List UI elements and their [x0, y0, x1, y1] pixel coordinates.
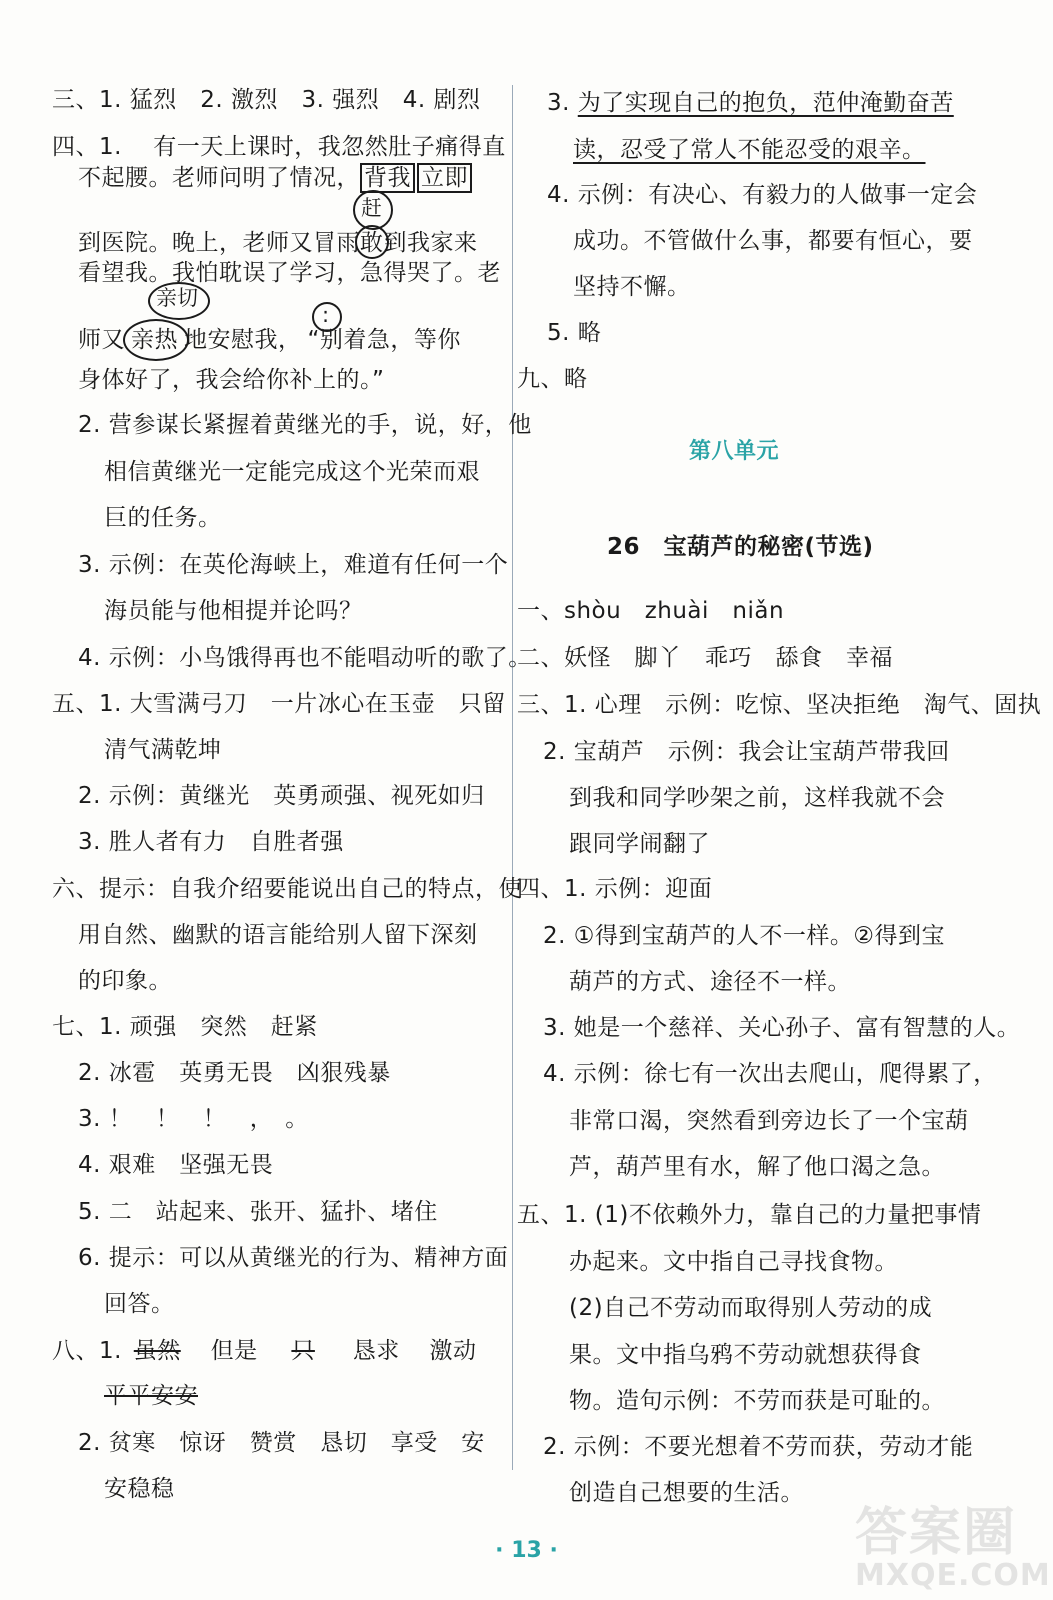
answer-section-9: 九、略	[517, 366, 588, 392]
circle-outline	[355, 225, 389, 259]
page-number: · 13 ·	[495, 1538, 558, 1563]
column-divider	[512, 85, 513, 1470]
answer-section-8-4-line2: 成功。不管做什么事，都要有恒心，要	[573, 228, 973, 254]
answer-section-8-4-line1: 4. 示例：有决心、有毅力的人做事一定会	[547, 182, 978, 208]
answer-section-8-2-line2: 安稳稳	[104, 1476, 175, 1502]
answer-section-7-5: 5. 二 站起来、张开、猛扑、堵住	[78, 1199, 438, 1225]
answer-r-section-5-2-line1: 2. 示例：不要光想着不劳而获，劳动才能	[543, 1434, 974, 1460]
answer-section-7-6-line1: 6. 提示：可以从黄继光的行为、精神方面	[78, 1245, 509, 1271]
answer-section-4-2-line3: 巨的任务。	[104, 505, 222, 531]
section-label: 八、1.	[52, 1338, 122, 1364]
answer-section-8-1-line2: 平平安安	[104, 1383, 198, 1409]
answer-section-4-2-line1: 2. 营参谋长紧握着黄继光的手，说，好，他	[78, 412, 532, 438]
answer-section-8-1-line1	[52, 1336, 477, 1366]
answer-r-section-4-4-line3: 芦，葫芦里有水，解了他口渴之急。	[569, 1154, 945, 1180]
answer-section-8-5: 5. 略	[547, 320, 602, 346]
circle-outline	[123, 319, 189, 361]
struck-word: 只	[291, 1338, 315, 1364]
watermark-logo	[855, 1503, 1051, 1595]
answer-section-6-line2: 用自然、幽默的语言能给别人留下深刻	[78, 922, 478, 948]
answer-r-section-2: 二、妖怪 脚丫 乖巧 舔食 幸福	[517, 645, 893, 671]
answer-r-section-5-1-line1: 五、1. (1)不依赖外力，靠自己的力量把事情	[517, 1202, 982, 1228]
underlined-sentence: 为了实现自己的抱负，范仲淹勤奋苦	[577, 90, 954, 116]
answer-section-5-2: 2. 示例：黄继光 英勇顽强、视死如归	[78, 783, 485, 809]
lesson-title: 26 宝葫芦的秘密(节选)	[607, 534, 874, 560]
answer-r-section-4-3: 3. 她是一个慈祥、关心孙子、富有智慧的人。	[543, 1015, 1021, 1041]
answer-section-5-1-line2: 清气满乾坤	[104, 737, 222, 763]
word: 但是	[210, 1338, 258, 1364]
answer-r-section-1: 一、shòu zhuài niǎn	[517, 598, 785, 624]
answer-r-section-3-1: 三、1. 心理 示例：吃惊、坚决拒绝 淘气、固执	[517, 692, 1042, 718]
answer-r-section-4-4-line1: 4. 示例：徐七有一次出去爬山，爬得累了，	[543, 1061, 997, 1087]
item-number: 3.	[547, 90, 578, 116]
answer-section-4-4: 4. 示例：小鸟饿得再也不能唱动听的歌了。	[78, 645, 532, 671]
answer-r-section-5-1-line4: 果。文中指乌鸦不劳动就想获得食	[569, 1342, 922, 1368]
answer-section-4-1-line1: 四、1. 有一天上课时，我忽然肚子痛得直	[52, 134, 506, 160]
answer-section-7-6-line2: 回答。	[104, 1291, 175, 1317]
circled-word-qinre: 亲热	[125, 325, 184, 355]
word: 恳求	[352, 1338, 400, 1364]
correction-mark-gan: 赶	[361, 196, 382, 220]
correction-mark-colon: :	[322, 303, 330, 327]
answer-section-4-3-line1: 3. 示例：在英伦海峡上，难道有任何一个	[78, 552, 509, 578]
struck-word: 虽然	[133, 1338, 181, 1364]
answer-r-section-5-1-line5: 物。造句示例：不劳而获是可耻的。	[569, 1388, 945, 1414]
boxed-word-beiwo: 背我	[360, 163, 415, 193]
answer-r-section-4-2-line2: 葫芦的方式、途径不一样。	[569, 969, 851, 995]
answer-section-7-1: 七、1. 顽强 突然 赶紧	[52, 1014, 318, 1040]
answer-section-3: 三、1. 猛烈 2. 激烈 3. 强烈 4. 剧烈	[52, 87, 481, 113]
answer-section-4-1-line2	[78, 163, 472, 193]
correction-text: “别着急，等你	[307, 327, 461, 353]
answer-r-section-4-2-line1: 2. ①得到宝葫芦的人不一样。②得到宝	[543, 923, 945, 949]
answer-section-8-4-line3: 坚持不懈。	[573, 274, 691, 300]
answer-r-section-4-1: 四、1. 示例：迎面	[517, 876, 713, 902]
watermark-line2: MXQE.COM	[855, 1558, 1051, 1593]
correction-text: 不起腰。老师问明了情况，	[78, 165, 360, 191]
answer-section-5-3: 3. 胜人者有力 自胜者强	[78, 829, 344, 855]
correction-text: 地安慰我，	[184, 327, 302, 353]
correction-text: 到我家来	[383, 230, 478, 256]
watermark-line1: 答案圈	[855, 1503, 1018, 1563]
answer-r-section-4-4-line2: 非常口渴，突然看到旁边长了一个宝葫	[569, 1108, 969, 1134]
answer-section-4-1-line3	[78, 228, 478, 258]
answer-section-4-1-line5	[78, 325, 461, 355]
answer-section-4-1-line4: 看望我。我怕耽误了学习，急得哭了。老	[78, 260, 501, 286]
answer-r-section-5-1-line2: 办起来。文中指自己寻找食物。	[569, 1249, 898, 1275]
answer-section-7-3: 3. ！ ！ ！ ， 。	[78, 1106, 309, 1132]
unit-title: 第八单元	[689, 439, 780, 464]
correction-text: 师又	[78, 327, 125, 353]
answer-section-8-2-line1: 2. 贫寒 惊讶 赞赏 恳切 享受 安	[78, 1430, 485, 1456]
answer-section-4-3-line2: 海员能与他相提并论吗？	[104, 598, 363, 624]
answer-section-5-1-line1: 五、1. 大雪满弓刀 一片冰心在玉壶 只留	[52, 691, 506, 717]
answer-section-7-2: 2. 冰雹 英勇无畏 凶狠残暴	[78, 1060, 391, 1086]
correction-text: 到医院。晚上，老师又冒雨	[78, 230, 360, 256]
answer-r-section-3-2-line1: 2. 宝葫芦 示例：我会让宝葫芦带我回	[543, 739, 950, 765]
answer-section-7-4: 4. 艰难 坚强无畏	[78, 1152, 274, 1178]
answer-r-section-3-2-line3: 跟同学闹翻了	[569, 831, 710, 857]
answer-section-4-2-line2: 相信黄继光一定能完成这个光荣而艰	[104, 459, 480, 485]
answer-r-section-5-2-line2: 创造自己想要的生活。	[569, 1480, 804, 1506]
word: 激动	[429, 1338, 477, 1364]
answer-section-4-1-line6: 身体好了，我会给你补上的。”	[78, 367, 385, 393]
answer-section-6-line1: 六、提示：自我介绍要能说出自己的特点，使	[52, 876, 522, 902]
boxed-word-liji: 立即	[417, 163, 472, 193]
correction-mark-qinqie: 亲切	[156, 286, 198, 310]
answer-r-section-5-1-line3: (2)自己不劳动而取得别人劳动的成	[569, 1295, 933, 1321]
answer-r-section-3-2-line2: 到我和同学吵架之前，这样我就不会	[569, 785, 945, 811]
answer-section-8-3-line2: 读，忍受了常人不能忍受的艰辛。	[573, 137, 926, 163]
circled-word-gan: 敢	[360, 228, 384, 258]
answer-section-6-line3: 的印象。	[78, 968, 172, 994]
answer-section-8-3-line1	[547, 88, 954, 118]
